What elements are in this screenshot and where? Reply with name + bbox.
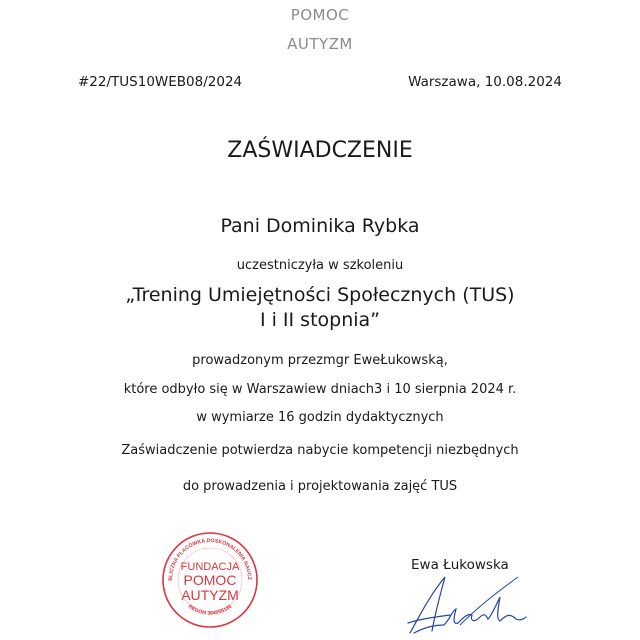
confirmation-line-1: Zaświadczenie potwierdza nabycie kompetencji niezbędnych xyxy=(121,443,519,458)
led-by-text: prowadzonym przezmgr EweŁukowską, xyxy=(192,353,448,368)
course-title-line-1: „Trening Umiejętności Społecznych (TUS) xyxy=(125,284,515,306)
reference-number: #22/TUS10WEB08/2024 xyxy=(78,74,243,90)
stamp-ring-top: BLICZNA PLACÓWKA DOSKONALENIA NAUCZ xyxy=(167,537,253,581)
recipient-name: Pani Dominika Rybka xyxy=(220,215,420,237)
held-text: które odbyło się w Warszawiew dniach3 i 10 sierpnia 2024 r. xyxy=(123,382,517,397)
stamp-ring-bottom: REGON 364055186 xyxy=(186,603,234,617)
participation-text: uczestniczyła w szkoleniu xyxy=(236,258,404,273)
hours-text: w wymiarze 16 godzin dydaktycznych xyxy=(196,410,444,425)
stamp-line-1: FUNDACJA xyxy=(180,561,240,573)
organization-stamp xyxy=(160,530,260,630)
stamp-line-3: AUTYZM xyxy=(181,587,239,603)
logo-line-1: POMOC xyxy=(290,6,350,24)
place-date: Warszawa, 10.08.2024 xyxy=(408,74,562,90)
stamp-line-2: POMOC xyxy=(183,572,237,588)
logo-line-2: AUTYZM xyxy=(287,35,353,53)
signatory-name: Ewa Łukowska xyxy=(411,557,509,573)
handwritten-signature xyxy=(400,575,530,637)
certificate-title: ZAŚWIADCZENIE xyxy=(227,138,413,163)
course-title-line-2: I i II stopnia” xyxy=(259,309,381,331)
confirmation-line-2: do prowadzenia i projektowania zajęć TUS xyxy=(182,479,458,494)
svg-text:REGON 364055186 xyxy=(187,604,234,617)
